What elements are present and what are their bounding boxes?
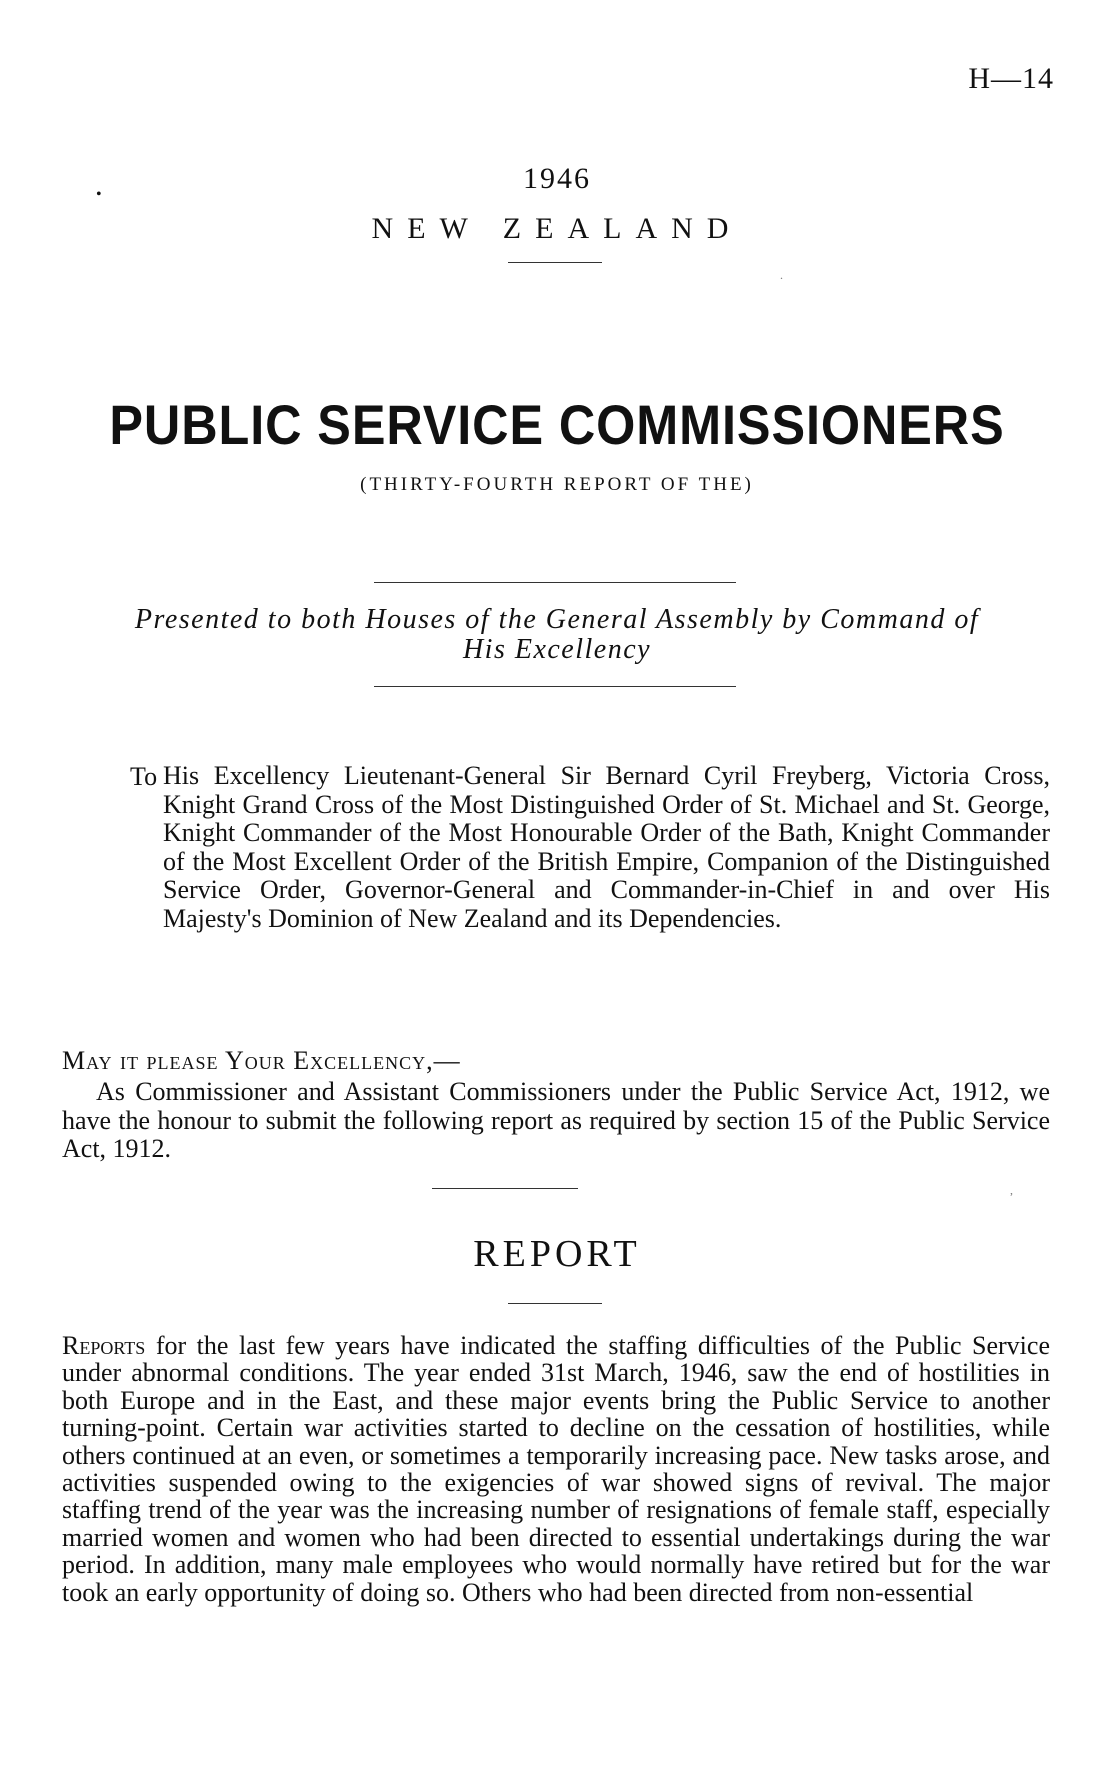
print-speck: . <box>780 268 783 282</box>
page-title: PUBLIC SERVICE COMMISSIONERS <box>109 393 1005 456</box>
address-to: To <box>130 762 158 791</box>
report-lead-word: Reports <box>62 1331 146 1360</box>
report-body: for the last few years have indicated the staffing difficulties of the Public Service under abnormal conditions. The year ended 31st March, 1946, saw the end of hostilities in both Europe and in the East, and these major events bring the Public Service to another turning-point. Certain war activities started to decline on the cessation of hostilities, while others continued at an even, or sometimes a temporarily increasing pace. New tasks arose, and activities suspended owing to the exigencies of war showed signs of revival. The major staffing trend of the year was the increasing number of resignations of female staff, especially married women and women who had been directed to essential undertakings during the war period. In addition, many male employees who would normally have retired but for the war took an early opportunity of doing so. Others who had been directed from non-essential <box>62 1331 1050 1607</box>
report-paragraph <box>62 1332 1050 1606</box>
section-heading: REPORT <box>473 1233 641 1275</box>
document-code: H—14 <box>968 62 1054 95</box>
divider <box>374 582 736 583</box>
divider <box>508 1303 602 1304</box>
country-heading: NEW ZEALAND <box>371 212 743 245</box>
publication-year: 1946 <box>523 162 591 195</box>
presentation-note <box>0 605 1114 665</box>
presentation-line: His Excellency <box>462 634 652 665</box>
print-mark: • <box>96 186 102 203</box>
print-speck: , <box>1010 1183 1013 1197</box>
divider <box>508 262 602 263</box>
opening-paragraph: As Commissioner and Assistant Commissioners under the Public Service Act, 1912, we have the honour to submit the following report as required by section 15 of the Public Service Act, 1912. <box>62 1077 1050 1164</box>
salutation-text: May it please Your Excellency,— <box>62 1046 461 1075</box>
report-subtitle: (THIRTY-FOURTH REPORT OF THE) <box>360 474 754 495</box>
salutation <box>62 1046 461 1076</box>
divider <box>432 1188 578 1189</box>
address-body: His Excellency Lieutenant-General Sir Bernard Cyril Freyberg, Victoria Cross, Knight Grand Cross of the Most Distinguished Order of St. Michael and St. George, Knight Commander of the Most Honourable Order of the Bath, Knight Commander of the Most Excellent Order of the British Empire, Companion of the Distinguished Service Order, Governor-General and Commander-in-Chief in and over His Majesty's Dominion of New Zealand and its Dependencies. <box>163 761 1050 933</box>
divider <box>374 686 736 687</box>
presentation-line: Presented to both Houses of the General Assembly by Command of <box>134 604 980 635</box>
